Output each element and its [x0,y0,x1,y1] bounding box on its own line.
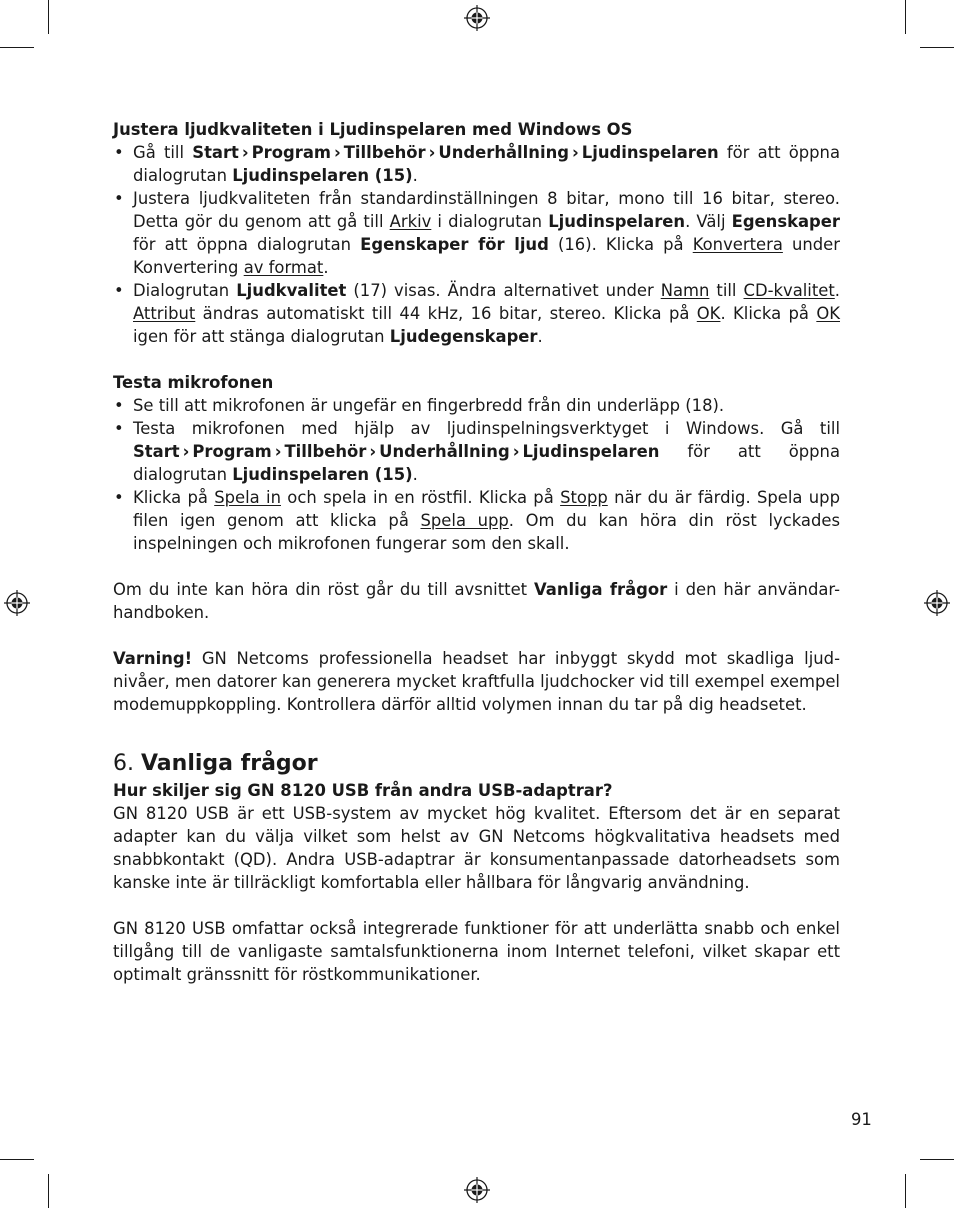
sound-quality-list [113,141,840,348]
crop-mark-bottom-right-vertical [905,1174,906,1208]
crop-mark-top-right-horizontal [920,47,954,48]
faq-reference-paragraph: Om du inte kan höra din röst går du till avsnittet Vanliga frågor i den här användar-handboken. [113,580,840,622]
test-microphone-list [113,394,840,555]
warning-paragraph: Varning! GN Netcoms professionella headset har inbyggt skydd mot skadliga ljud-nivåer, men datorer kan generera mycket kraftfulla ljudchocker vid till exempel exempel modemuppkoppling. Kontrollera därför alltid volymen innan du tar på dig headsetet. [113,649,840,714]
list-item: • Gå till Start › Program › Tillbehör › Underhållning › Ljudinspelaren för att öppna dialogrutan Ljudinspelaren (15). [113,141,840,187]
faq-answer: GN 8120 USB omfattar också integrerade funktioner för att underlätta snabb och enkel tillgång till de vanligaste samtalsfunktionerna inom Internet telefoni, vilket skapar ett optimalt gränssnitt för röstkommunikationer. [113,919,840,984]
heading-test-microphone: Testa mikrofonen [113,373,274,392]
chevron-right-icon: › [274,442,282,461]
crop-mark-top-left-horizontal [0,47,34,48]
crop-mark-bottom-right-horizontal [920,1159,954,1160]
registration-mark-icon [924,590,950,616]
chevron-right-icon: › [182,442,190,461]
crop-mark-bottom-left-horizontal [0,1159,34,1160]
page-content [113,118,840,986]
chevron-right-icon: › [571,143,579,162]
heading-sound-quality: Justera ljudkvaliteten i Ljudinspelaren med Windows OS [113,120,633,139]
chevron-right-icon: › [333,143,341,162]
list-item: • Justera ljudkvaliteten från standardinställningen 8 bitar, mono till 16 bitar, stereo. Detta gör du genom att gå till Arkiv i dialogrutan Ljudinspelaren. Välj Egenskaper för att öppna dialogrutan Egenskaper för ljud (16). Klicka på Konvertera under Konvertering av format. [113,187,840,279]
warning-label: Varning! [113,649,193,668]
chevron-right-icon: › [512,442,520,461]
crop-mark-bottom-left-vertical [48,1174,49,1208]
faq-answer: GN 8120 USB är ett USB-system av mycket hög kvalitet. Eftersom det är en separat adapter kan du välja vilket som helst av GN Netcoms högkvalitativa headsets med snabbkontakt (QD). Andra USB-adaptrar är konsumentanpassade datorheadsets som kanske inte är tillräckligt komfortabla eller hållbara för långvarig användning. [113,804,840,892]
registration-mark-icon [4,590,30,616]
list-item: • Testa mikrofonen med hjälp av ljudinspelningsverktyget i Windows. Gå till Start › Program › Tillbehör › Underhållning › Ljudinspelaren för att öppna dialogrutan Ljudinspelaren (15). [113,417,840,486]
registration-mark-icon [464,5,490,31]
chevron-right-icon: › [428,143,436,162]
page-number: 91 [851,1110,872,1129]
chevron-right-icon: › [241,143,249,162]
crop-mark-top-left-vertical [48,0,49,34]
section-title: 6. Vanliga frågor [113,751,318,776]
crop-mark-top-right-vertical [905,0,906,34]
chevron-right-icon: › [369,442,377,461]
faq-question: Hur skiljer sig GN 8120 USB från andra USB-adaptrar? [113,781,613,800]
registration-mark-icon [464,1177,490,1203]
list-item: • Klicka på Spela in och spela in en röstfil. Klicka på Stopp när du är färdig. Spela upp filen igen genom att klicka på Spela upp. Om du kan höra din röst lyckades inspelningen och mikrofonen fungerar som den skall. [113,486,840,555]
list-item: • Dialogrutan Ljudkvalitet (17) visas. Ändra alternativet under Namn till CD-kvalitet. Attribut ändras automatiskt till 44 kHz, 16 bitar, stereo. Klicka på OK. Klicka på OK igen för att stänga dialogrutan Ljudegenskaper. [113,279,840,348]
list-item: • Se till att mikrofonen är ungefär en fingerbredd från din underläpp (18). [113,394,840,417]
